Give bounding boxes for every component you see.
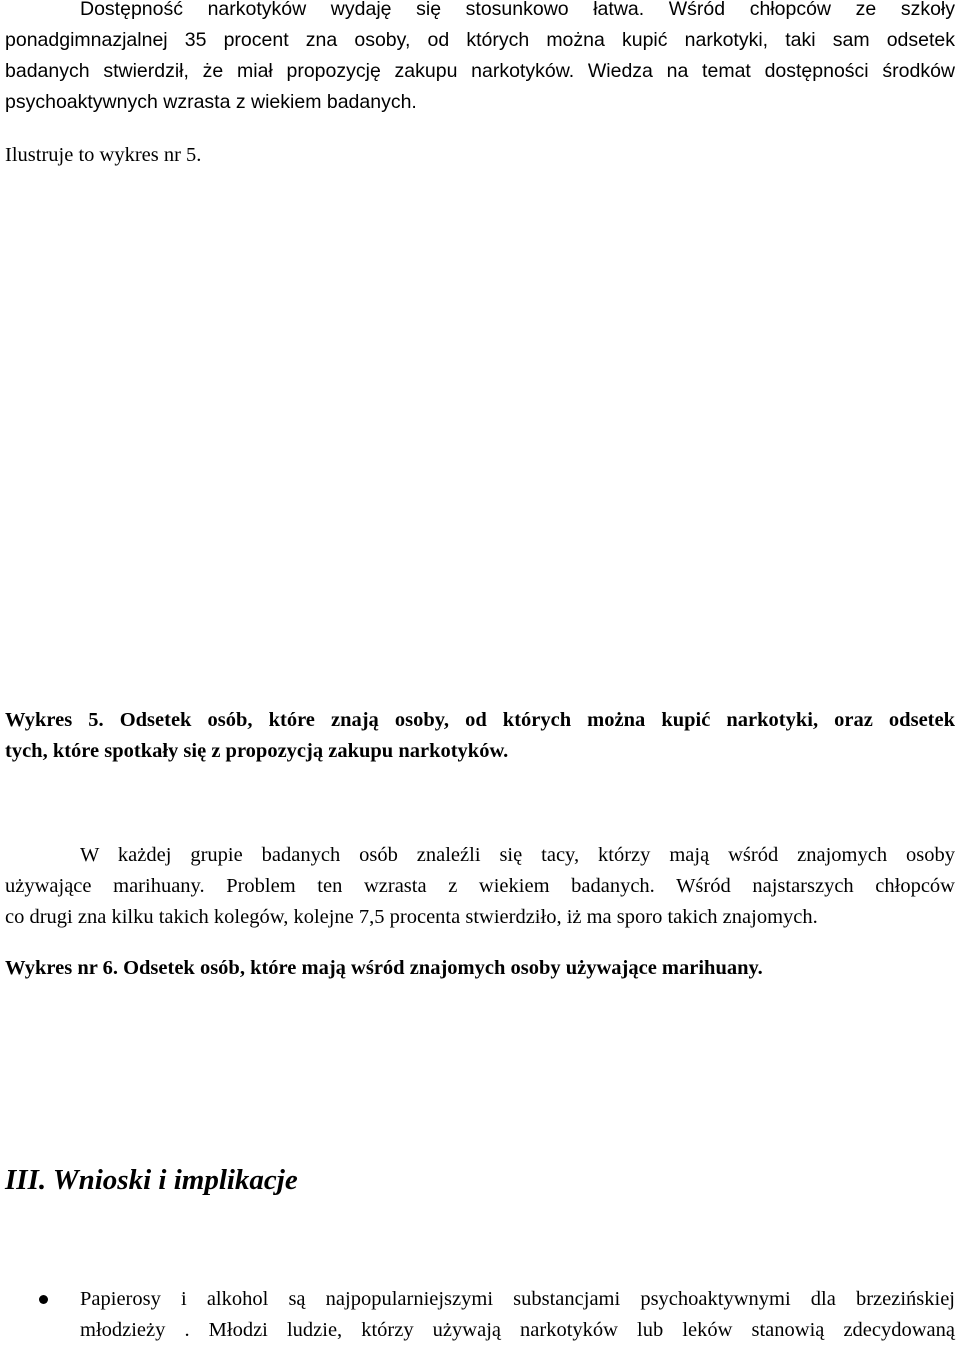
bullet-text <box>80 1284 955 1346</box>
intro-line-1: Dostępność narkotyków wydaję się stosunkowo łatwa. Wśród chłopców ze szkoły <box>80 0 955 20</box>
intro-line-2: ponadgimnazjalnej 35 procent zna osoby, od których można kupić narkotyki, taki sam odsetek <box>5 29 955 51</box>
intro-line-3: badanych stwierdził, że miał propozycję zakupu narkotyków. Wiedza na temat dostępności środków <box>5 60 955 82</box>
illustrate-paragraph <box>5 140 955 171</box>
chart-5-caption-line-1: Wykres 5. Odsetek osób, które znają osoby, od których można kupić narkotyki, oraz odsetek <box>5 709 955 731</box>
illustrate-text: Ilustruje to wykres nr 5. <box>5 144 202 166</box>
chart-6-placeholder <box>5 995 955 1145</box>
paragraph-2 <box>5 840 955 933</box>
section-heading: III. Wnioski i implikacje <box>5 1164 298 1196</box>
chart-5-caption-line-2: tych, które spotkały się z propozycją zakupu narkotyków. <box>5 740 509 762</box>
bullet-line-1: Papierosy i alkohol są najpopularniejszymi substancjami psychoaktywnymi dla brzezińskiej <box>80 1288 955 1310</box>
chart-6-caption-text: Wykres nr 6. Odsetek osób, które mają wśród znajomych osoby używające marihuany. <box>5 957 763 979</box>
bullet-line-2: młodzieży . Młodzi ludzie, którzy używają narkotyków lub leków stanowią zdecydowaną <box>80 1319 955 1341</box>
intro-paragraph <box>5 0 955 118</box>
bullet-icon <box>39 1295 48 1304</box>
chart-6-caption <box>5 953 955 984</box>
chart-5-placeholder <box>5 180 955 690</box>
intro-line-4: psychoaktywnych wzrasta z wiekiem badanych. <box>5 91 417 113</box>
paragraph-2-line-1: W każdej grupie badanych osób znaleźli się tacy, którzy mają wśród znajomych osoby <box>80 844 955 866</box>
paragraph-2-line-2: używające marihuany. Problem ten wzrasta z wiekiem badanych. Wśród najstarszych chłopców <box>5 875 955 897</box>
bullet-list-item <box>0 1284 955 1346</box>
chart-5-caption <box>5 705 955 767</box>
paragraph-2-line-3: co drugi zna kilku takich kolegów, kolejne 7,5 procenta stwierdziło, iż ma sporo takich znajomych. <box>5 906 818 928</box>
